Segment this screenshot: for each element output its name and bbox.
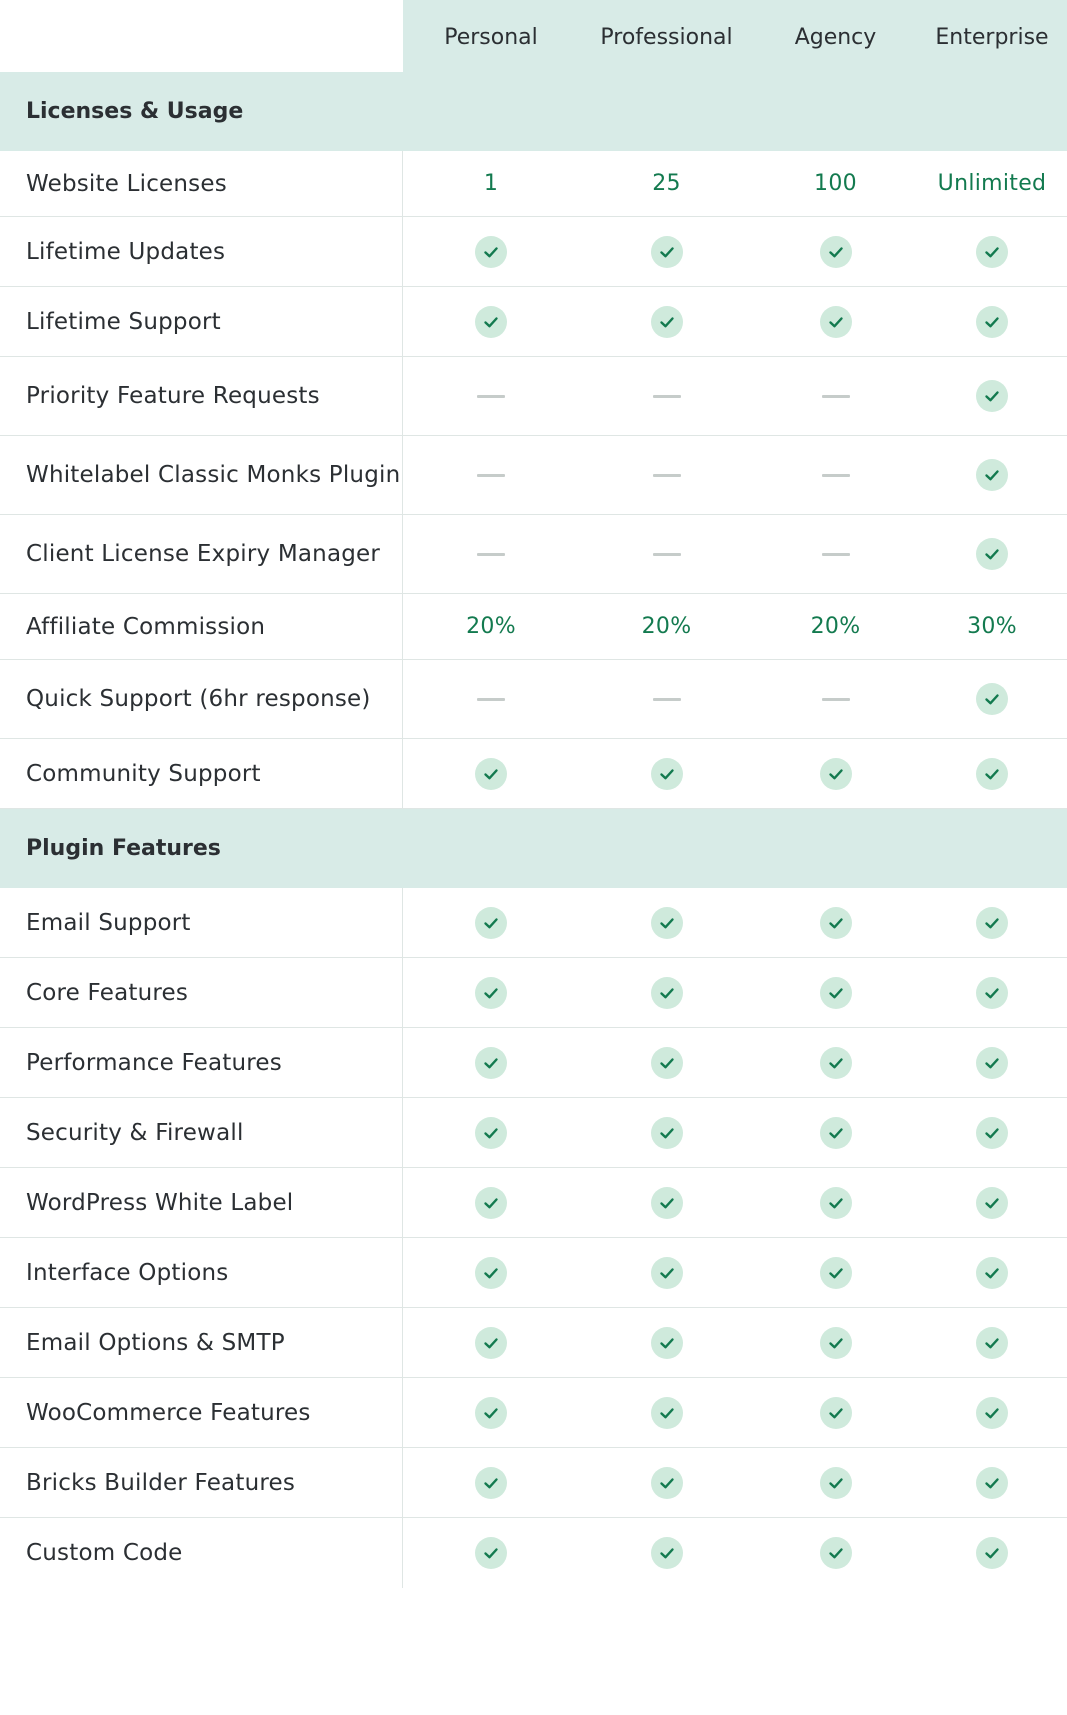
feature-label: Security & Firewall [0, 1098, 403, 1167]
cell-professional [579, 1518, 754, 1588]
table-row [0, 217, 1067, 287]
section-title: Licenses & Usage [26, 99, 244, 124]
check-circle-icon [820, 1117, 852, 1149]
check-circle-icon [820, 977, 852, 1009]
cell-professional [579, 1098, 754, 1167]
cell-personal [403, 287, 579, 356]
table-row [0, 357, 1067, 436]
check-circle-icon [820, 758, 852, 790]
section-title: Plugin Features [26, 836, 221, 861]
feature-label: WordPress White Label [0, 1168, 403, 1237]
dash-icon [653, 698, 681, 701]
cell-professional [579, 436, 754, 514]
check-circle-icon [820, 236, 852, 268]
check-circle-icon [976, 907, 1008, 939]
cell-personal [403, 1168, 579, 1237]
cell-personal [403, 1028, 579, 1097]
plan-header-professional: Professional [600, 24, 733, 50]
check-circle-icon [651, 1257, 683, 1289]
check-circle-icon [475, 1257, 507, 1289]
cell-agency [754, 1028, 917, 1097]
cell-agency [754, 660, 917, 738]
feature-label: Community Support [0, 739, 403, 808]
cell-agency [754, 958, 917, 1027]
check-circle-icon [820, 1187, 852, 1219]
check-circle-icon [976, 1467, 1008, 1499]
check-circle-icon [820, 1047, 852, 1079]
cell-personal [403, 1238, 579, 1307]
cell-enterprise [917, 739, 1067, 808]
cell-enterprise [917, 287, 1067, 356]
cell-professional [579, 660, 754, 738]
section-header [0, 72, 1067, 151]
cell-enterprise [917, 1238, 1067, 1307]
plan-header-enterprise: Enterprise [935, 24, 1049, 50]
cell-enterprise [917, 217, 1067, 286]
table-row [0, 1308, 1067, 1378]
feature-label: Custom Code [0, 1518, 403, 1588]
cell-professional [579, 287, 754, 356]
dash-icon [653, 553, 681, 556]
check-circle-icon [651, 1187, 683, 1219]
dash-icon [822, 474, 850, 477]
cell-enterprise [917, 151, 1067, 216]
check-circle-icon [820, 1397, 852, 1429]
cell-agency [754, 357, 917, 435]
table-row [0, 1518, 1067, 1588]
value-text: 100 [814, 171, 857, 196]
table-row [0, 958, 1067, 1028]
dash-icon [653, 395, 681, 398]
cell-personal [403, 1098, 579, 1167]
feature-label: Priority Feature Requests [0, 357, 403, 435]
cell-enterprise [917, 1378, 1067, 1447]
check-circle-icon [475, 1187, 507, 1219]
check-circle-icon [976, 236, 1008, 268]
header-row [0, 0, 1067, 72]
cell-enterprise [917, 888, 1067, 957]
table-row [0, 1168, 1067, 1238]
plan-header-group [403, 0, 1067, 72]
cell-agency [754, 436, 917, 514]
cell-personal [403, 594, 579, 659]
cell-personal [403, 888, 579, 957]
check-circle-icon [651, 758, 683, 790]
table-row [0, 1238, 1067, 1308]
cell-personal [403, 1378, 579, 1447]
cell-personal [403, 436, 579, 514]
check-circle-icon [976, 1187, 1008, 1219]
feature-label: Affiliate Commission [0, 594, 403, 659]
cell-personal [403, 217, 579, 286]
check-circle-icon [475, 758, 507, 790]
cell-enterprise [917, 594, 1067, 659]
feature-label: Lifetime Support [0, 287, 403, 356]
check-circle-icon [976, 538, 1008, 570]
cell-agency [754, 888, 917, 957]
cell-professional [579, 1378, 754, 1447]
cell-professional [579, 1238, 754, 1307]
feature-label: WooCommerce Features [0, 1378, 403, 1447]
check-circle-icon [475, 1117, 507, 1149]
cell-professional [579, 515, 754, 593]
cell-professional [579, 594, 754, 659]
dash-icon [477, 698, 505, 701]
feature-label: Core Features [0, 958, 403, 1027]
feature-label: Quick Support (6hr response) [0, 660, 403, 738]
table-row [0, 1378, 1067, 1448]
value-text: Unlimited [937, 171, 1047, 196]
check-circle-icon [475, 907, 507, 939]
check-circle-icon [651, 1397, 683, 1429]
table-row [0, 151, 1067, 217]
feature-label: Email Support [0, 888, 403, 957]
value-text: 20% [466, 614, 516, 639]
cell-agency [754, 151, 917, 216]
check-circle-icon [976, 977, 1008, 1009]
cell-agency [754, 1168, 917, 1237]
cell-agency [754, 217, 917, 286]
cell-enterprise [917, 515, 1067, 593]
feature-label: Website Licenses [0, 151, 403, 216]
cell-personal [403, 1308, 579, 1377]
cell-agency [754, 1518, 917, 1588]
table-row [0, 436, 1067, 515]
check-circle-icon [651, 1047, 683, 1079]
table-row [0, 1028, 1067, 1098]
check-circle-icon [651, 977, 683, 1009]
check-circle-icon [820, 1537, 852, 1569]
table-body [0, 72, 1067, 1588]
check-circle-icon [976, 1257, 1008, 1289]
dash-icon [477, 553, 505, 556]
cell-personal [403, 515, 579, 593]
check-circle-icon [651, 1327, 683, 1359]
cell-enterprise [917, 958, 1067, 1027]
table-row [0, 660, 1067, 739]
check-circle-icon [475, 1327, 507, 1359]
table-row [0, 515, 1067, 594]
cell-professional [579, 217, 754, 286]
check-circle-icon [976, 306, 1008, 338]
cell-enterprise [917, 1028, 1067, 1097]
check-circle-icon [820, 1257, 852, 1289]
cell-professional [579, 739, 754, 808]
check-circle-icon [976, 1117, 1008, 1149]
check-circle-icon [976, 758, 1008, 790]
table-row [0, 287, 1067, 357]
check-circle-icon [475, 1397, 507, 1429]
check-circle-icon [820, 306, 852, 338]
cell-professional [579, 357, 754, 435]
check-circle-icon [976, 380, 1008, 412]
check-circle-icon [820, 907, 852, 939]
cell-agency [754, 515, 917, 593]
cell-professional [579, 888, 754, 957]
cell-personal [403, 1448, 579, 1517]
cell-enterprise [917, 1448, 1067, 1517]
cell-enterprise [917, 1518, 1067, 1588]
cell-agency [754, 1378, 917, 1447]
check-circle-icon [475, 1047, 507, 1079]
cell-professional [579, 1308, 754, 1377]
table-row [0, 739, 1067, 809]
cell-agency [754, 1098, 917, 1167]
cell-agency [754, 594, 917, 659]
check-circle-icon [976, 1537, 1008, 1569]
check-circle-icon [475, 1467, 507, 1499]
cell-professional [579, 1168, 754, 1237]
cell-personal [403, 1518, 579, 1588]
check-circle-icon [651, 1117, 683, 1149]
check-circle-icon [475, 1537, 507, 1569]
value-text: 20% [810, 614, 861, 639]
feature-label: Bricks Builder Features [0, 1448, 403, 1517]
cell-agency [754, 287, 917, 356]
check-circle-icon [820, 1467, 852, 1499]
check-circle-icon [651, 1537, 683, 1569]
cell-professional [579, 958, 754, 1027]
check-circle-icon [976, 683, 1008, 715]
cell-professional [579, 151, 754, 216]
cell-agency [754, 1448, 917, 1517]
cell-agency [754, 739, 917, 808]
section-header [0, 809, 1067, 888]
cell-enterprise [917, 1098, 1067, 1167]
check-circle-icon [976, 1397, 1008, 1429]
cell-enterprise [917, 1308, 1067, 1377]
check-circle-icon [651, 306, 683, 338]
check-circle-icon [475, 977, 507, 1009]
check-circle-icon [651, 907, 683, 939]
check-circle-icon [820, 1327, 852, 1359]
dash-icon [822, 698, 850, 701]
dash-icon [477, 395, 505, 398]
dash-icon [653, 474, 681, 477]
cell-enterprise [917, 660, 1067, 738]
check-circle-icon [475, 236, 507, 268]
cell-personal [403, 151, 579, 216]
value-text: 30% [967, 614, 1017, 639]
cell-professional [579, 1028, 754, 1097]
dash-icon [822, 395, 850, 398]
feature-label: Interface Options [0, 1238, 403, 1307]
dash-icon [822, 553, 850, 556]
check-circle-icon [475, 306, 507, 338]
cell-personal [403, 958, 579, 1027]
cell-enterprise [917, 436, 1067, 514]
check-circle-icon [651, 236, 683, 268]
feature-label: Client License Expiry Manager [0, 515, 403, 593]
plan-header-personal: Personal [444, 24, 538, 50]
cell-professional [579, 1448, 754, 1517]
table-row [0, 1448, 1067, 1518]
value-text: 20% [641, 614, 692, 639]
check-circle-icon [976, 1047, 1008, 1079]
feature-label: Whitelabel Classic Monks Plugin [0, 436, 403, 514]
dash-icon [477, 474, 505, 477]
plan-header-agency: Agency [794, 24, 877, 50]
table-row [0, 888, 1067, 958]
cell-personal [403, 660, 579, 738]
cell-enterprise [917, 1168, 1067, 1237]
feature-label: Email Options & SMTP [0, 1308, 403, 1377]
cell-personal [403, 357, 579, 435]
check-circle-icon [651, 1467, 683, 1499]
header-empty-cell [0, 0, 403, 72]
feature-label: Lifetime Updates [0, 217, 403, 286]
feature-label: Performance Features [0, 1028, 403, 1097]
table-row [0, 1098, 1067, 1168]
cell-agency [754, 1308, 917, 1377]
value-text: 25 [652, 171, 681, 196]
table-row [0, 594, 1067, 660]
value-text: 1 [483, 171, 499, 196]
cell-personal [403, 739, 579, 808]
cell-agency [754, 1238, 917, 1307]
check-circle-icon [976, 1327, 1008, 1359]
check-circle-icon [976, 459, 1008, 491]
cell-enterprise [917, 357, 1067, 435]
